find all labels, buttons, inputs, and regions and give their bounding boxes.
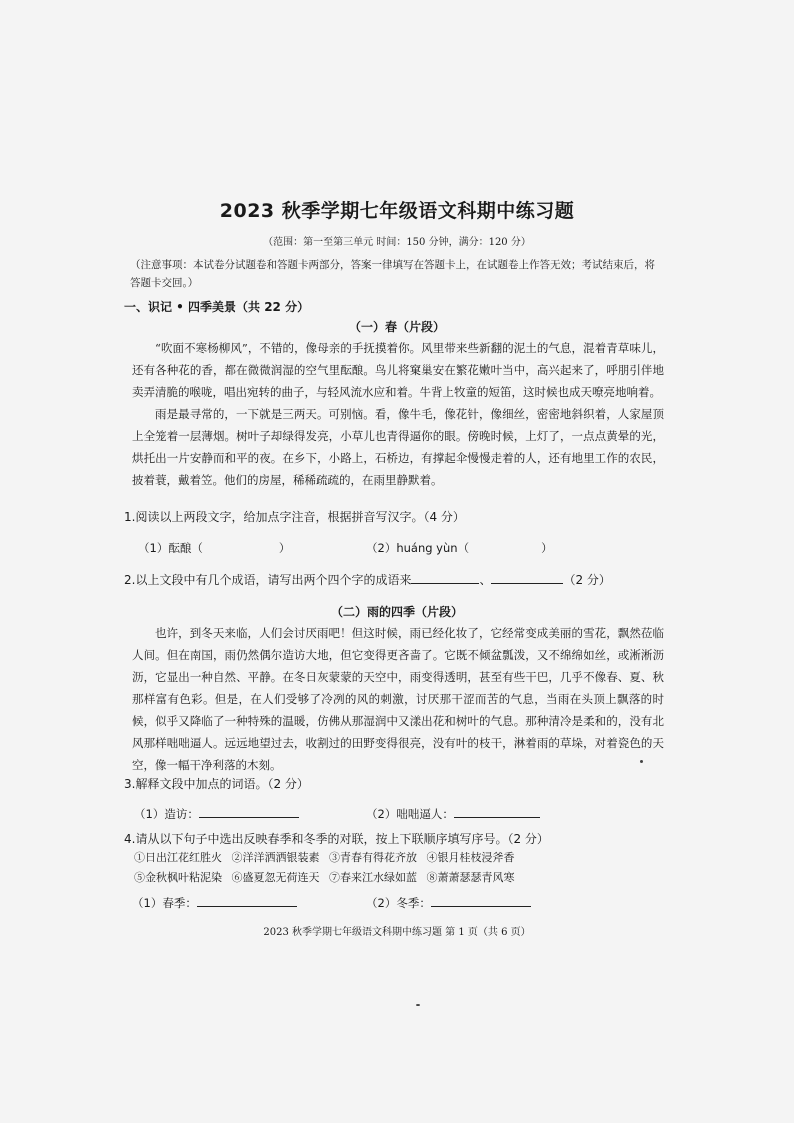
q1-item-1-close: ）: [278, 541, 291, 555]
passage2-paragraph: 也许，到冬天来临，人们会讨厌雨吧！但这时候，雨已经化妆了，它经常变成美丽的雪花，飘然莅临人间。但在南国，雨仍然偶尔造访大地，但它变得更吝啬了。它既不倾盆瓢泼，又不绵绵如丝，或淅淅沥沥，它显出一种自然、平静。在冬日灰蒙蒙的天空中，雨变得透明，甚至有些干巴，几乎不像春、夏、秋那样富有色彩。但是，在人们受够了冷冽的风的刺激，讨厌那干涩而苦的气息，当雨在头顶上飘落的时候，似乎又降临了一种特殊的温暖，仿佛从那湿润中又漾出花和树叶的气息。那种清冷是柔和的，没有北风那样咄咄逼人。远远地望过去，收割过的田野变得很亮，没有叶的枝干，淋着雨的草垛，对着瓷色的天空，像一幅干净利落的木刻。: [132, 626, 664, 772]
q2-score: （2 分）: [563, 573, 611, 587]
passage1-heading: （一）春（片段）: [348, 320, 445, 334]
q3-item-2: [366, 805, 540, 822]
passage2-heading: （二）雨的四季（片段）: [330, 605, 463, 619]
q4-option: ②洋洋洒洒银装素: [231, 851, 320, 864]
q1-item-2-label: （2）huáng yùn（: [366, 541, 470, 555]
q1-item-1-label: （1）酝酿（: [138, 541, 203, 555]
passage1-paragraph: “吹面不寒杨柳风”，不错的，像母亲的手抚摸着你。风里带来些新翻的泥土的气息，混着青草味儿，还有各种花的香，都在微微润湿的空气里酝酿。鸟儿将窠巢安在繁花嫩叶当中，高兴起来了，呼朋引伴地卖弄清脆的喉咙，唱出宛转的曲子，与轻风流水应和着。牛背上牧童的短笛，这时候也成天嘹亮地响着。: [132, 341, 664, 399]
q4-blank-1[interactable]: [197, 894, 297, 907]
q4-options-row-2: [134, 868, 654, 888]
question-1: 1.阅读以上两段文字，给加点字注音，根据拼音写汉字。（4 分）: [124, 510, 465, 524]
q3-item-2-label: （2）咄咄逼人：: [366, 807, 454, 821]
exam-scope: （范围：第一至第三单元 时间：150 分钟，满分：120 分）: [263, 237, 531, 248]
q2-separator: 、: [479, 573, 492, 587]
q3-blank-1[interactable]: [199, 805, 299, 818]
passage1: [132, 337, 664, 491]
q3-item-1: [134, 805, 299, 822]
exam-notes: （注意事项：本试卷分试题卷和答题卡两部分，答案一律填写在答题卡上，在试题卷上作答无效；考试结束后，将答题卡交回。）: [130, 259, 655, 289]
question-2: [124, 571, 611, 588]
q2-text: 2.以上文段中有几个成语，请写出两个四个字的成语来: [124, 573, 412, 587]
q4-options-row-1: [134, 848, 654, 868]
section-heading: 一、识记 • 四季美景（共 22 分）: [124, 300, 310, 314]
q4-item-1: [132, 894, 297, 911]
q1-item-1: [138, 540, 290, 556]
q4-item-2-label: （2）冬季：: [366, 896, 431, 910]
passage1-paragraph: 雨是最寻常的，一下就是三两天。可别恼。看，像牛毛，像花针，像细丝，密密地斜织着，人家屋顶上全笼着一层薄烟。树叶子却绿得发亮，小草儿也青得逼你的眼。傍晚时候，上灯了，一点点黄晕的光，烘托出一片安静而和平的夜。在乡下，小路上，石桥边，有撑起伞慢慢走着的人，还有地里工作的农民，披着蓑，戴着笠。他们的房屋，稀稀疏疏的，在雨里静默着。: [132, 407, 664, 487]
q2-blank-1[interactable]: [411, 571, 479, 584]
q4-item-1-label: （1）春季：: [132, 896, 197, 910]
question-4: 4.请从以下句子中选出反映春季和冬季的对联，按上下联顺序填写序号。（2 分）: [124, 832, 549, 846]
q4-item-2: [366, 894, 531, 911]
q4-option: ③青春有得花齐放: [329, 851, 417, 864]
q4-option: ④银月桂枝浸斧香: [426, 851, 515, 864]
q4-blank-2[interactable]: [431, 894, 531, 907]
q4-option: ①日出江花红胜火: [134, 851, 222, 864]
q1-item-2: [366, 540, 553, 556]
q1-item-2-close: ）: [541, 541, 553, 555]
q3-item-1-label: （1）造访：: [134, 807, 199, 821]
q2-blank-2[interactable]: [491, 571, 563, 584]
q4-option: ⑧萧萧瑟瑟青风寒: [426, 871, 515, 884]
scan-speck: [640, 760, 643, 763]
q4-option: ⑦春来江水绿如蓝: [329, 871, 417, 884]
q4-option: ⑥盛夏忽无荷连天: [231, 871, 320, 884]
page-footer: 2023 秋季学期七年级语文科期中练习题 第 1 页（共 6 页）: [263, 927, 531, 938]
q4-option: ⑤金秋枫叶粘泥染: [134, 871, 222, 884]
scan-speck: [416, 1004, 420, 1006]
question-3: 3.解释文段中加点的词语。（2 分）: [124, 777, 309, 791]
q3-blank-2[interactable]: [454, 805, 540, 818]
page-title: 2023 秋季学期七年级语文科期中练习题: [219, 200, 575, 222]
passage2: [132, 622, 664, 776]
